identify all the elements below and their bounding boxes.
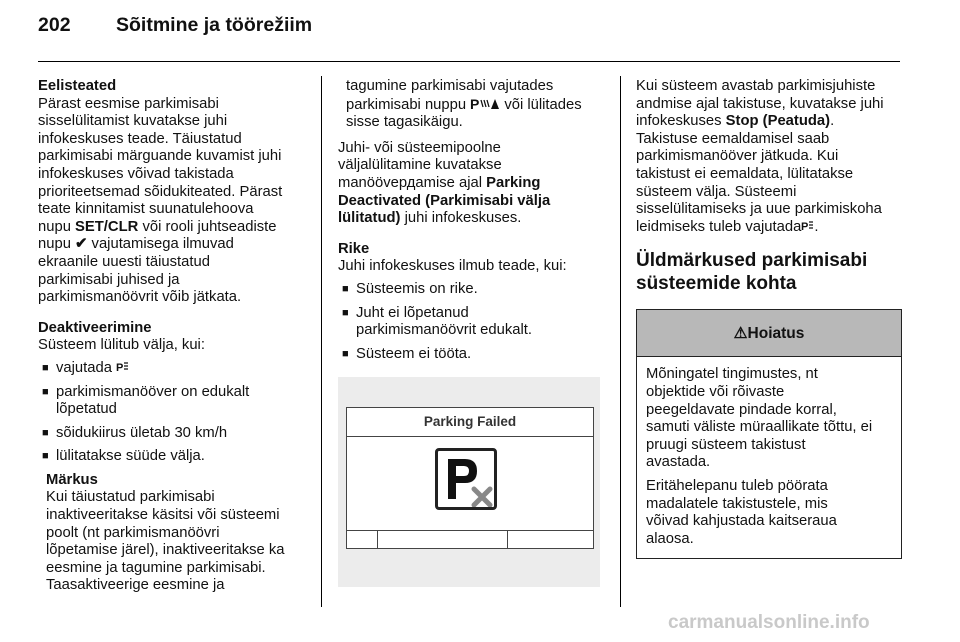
text-line: parkimismanööver jätkuda. Kui xyxy=(636,148,839,165)
text-line xyxy=(338,210,613,228)
text-fragment: leidmiseks tuleb vajutada xyxy=(636,218,802,235)
text-fragment: või rooli juhtseadiste xyxy=(138,218,277,235)
stop-label: Stop (Peatuda) xyxy=(725,113,831,130)
text-fragment: . xyxy=(830,113,835,130)
text-line: lõpetatud xyxy=(56,401,117,418)
header-rule xyxy=(38,61,900,62)
text-fragment: või lülitades xyxy=(500,96,582,113)
list-item: ■ parkimismanööver on edukalt lõpetatud xyxy=(42,383,250,418)
parking-failed-illustration xyxy=(338,377,600,587)
list-item: ■ vajutada P xyxy=(38,360,313,378)
text-line xyxy=(338,193,613,211)
svg-text:P: P xyxy=(470,95,480,111)
text-line: leidmiseks tuleb vajutada P . xyxy=(636,218,819,235)
heading-line: Üldmärkused parkimisabi xyxy=(636,250,868,272)
text-fragment: nupu xyxy=(38,218,76,235)
page-number: 202 xyxy=(38,14,71,36)
text-line: Süsteemis on rike. xyxy=(356,280,478,297)
text-line: peegeldavate pindade korral, xyxy=(646,401,837,418)
heading-eelisteated: Eelisteated xyxy=(38,78,117,94)
column-divider-1 xyxy=(321,76,322,607)
text-line: parkimismanööver on edukalt xyxy=(56,383,250,400)
text-line: Juht ei lõpetanud xyxy=(356,304,469,321)
text-fragment: manöövердamise ajal xyxy=(338,174,487,191)
text-line: Kui täiustatud parkimisabi xyxy=(46,489,215,506)
text-line: ekraanile uuesti täiustatud xyxy=(38,253,210,270)
screen-bottom-bar xyxy=(347,530,593,549)
text-fragment: vajutada xyxy=(56,359,112,376)
text-line: Takistuse eemaldamisel saab xyxy=(636,130,830,147)
text-line: sisselülitamist kuvatakse juhi xyxy=(38,113,228,130)
text-line: samuti väliste müraallikate tõttu, ei xyxy=(646,419,873,436)
list-item: ■ lülitatakse süüde välja. xyxy=(42,448,205,465)
section-heading xyxy=(636,249,902,295)
text-line: prioriteetsemad sõidukiteated. Pärast xyxy=(38,183,283,200)
warning-body xyxy=(637,357,901,558)
text-line: Taasaktiveerige eesmine ja xyxy=(46,577,225,594)
paragraph-deactivation xyxy=(338,140,613,228)
screen-title: Parking Failed xyxy=(347,408,593,437)
text-line: Mõningatel tingimustes, nt xyxy=(646,366,818,383)
paragraph-obstacle xyxy=(636,78,902,236)
text-line: lülitatakse süüde välja. xyxy=(56,448,205,465)
heading-rike: Rike xyxy=(338,240,370,257)
parking-deactivated-label: lülitatud) xyxy=(338,210,401,227)
text-line: pruugi süsteem takistust xyxy=(646,436,806,453)
park-assist-icon xyxy=(801,219,814,232)
text-line: poolt (nt parkimismanöövri xyxy=(46,524,220,541)
text-line: objektide või rõivaste xyxy=(646,383,785,400)
text-line: sisselülitamiseks ja uue parkimiskoha xyxy=(636,201,882,218)
text-line: andmise ajal takistuse, kuvatakse juhi xyxy=(636,95,884,112)
text-line: väljalülitamine kuvatakse xyxy=(338,157,502,174)
text-line xyxy=(38,236,313,254)
text-line: avastada. xyxy=(646,454,711,471)
svg-text:P: P xyxy=(801,220,809,232)
text-line xyxy=(338,175,613,193)
text-fragment: vajutamisega ilmuvad xyxy=(87,236,234,253)
text-line: sisse tagasikäigu. xyxy=(346,114,463,131)
list-item: ■ Juht ei lõpetanud parkimismanöövrit edukalt. xyxy=(342,304,532,339)
text-fragment: parkimisabi nuppu xyxy=(346,96,471,113)
fault-intro: Juhi infokeskuses ilmub teade, kui: xyxy=(338,258,567,275)
text-line: Süsteem ei tööta. xyxy=(356,345,472,362)
text-line: takistust ei eemaldata, lülitatakse xyxy=(636,165,854,182)
text-line: madalatele takistustele, mis xyxy=(646,495,828,512)
text-line: parkimisabi märguande kuvamist juhi xyxy=(38,148,282,165)
text-line xyxy=(346,96,613,115)
warning-box xyxy=(636,309,902,559)
text-line: infokeskuses teade. Täiustatud xyxy=(38,130,242,147)
text-line: eesmine ja tagumine parkimisabi. xyxy=(46,559,266,576)
warning-header xyxy=(637,310,901,357)
text-line: parkimismanöövrit edukalt. xyxy=(356,322,532,339)
text-line: lõpetamise järel), inaktiveeritakse ka xyxy=(46,542,285,559)
column-divider-2 xyxy=(620,76,621,607)
text-line: alaosa. xyxy=(646,530,694,547)
text-line: Eritähelepanu tuleb pöörata xyxy=(646,477,828,494)
park-assist-icon xyxy=(116,360,129,373)
heading-deaktiveerimine: Deaktiveerimine xyxy=(38,319,152,336)
warning-icon: ⚠ xyxy=(733,324,748,342)
list-item: ■ Süsteem ei tööta. xyxy=(342,345,472,362)
checkmark-icon: ✔ xyxy=(75,236,88,253)
paragraph-eelisteated xyxy=(38,96,313,307)
heading-line: süsteemide kohta xyxy=(636,273,797,295)
column-3 xyxy=(636,78,902,559)
text-fragment: juhi infokeskuses. xyxy=(400,210,522,227)
text-line: Pärast eesmise parkimisabi xyxy=(38,95,219,112)
text-line: Juhi- või süsteemipoolne xyxy=(338,139,501,156)
watermark: carmanualsonline.info xyxy=(668,612,870,633)
deactivation-intro: Süsteem lülitub välja, kui: xyxy=(38,337,205,354)
text-line: sõidukiirus ületab 30 km/h xyxy=(56,424,228,441)
info-display-screen xyxy=(346,407,594,549)
text-line: Kui süsteem avastab parkimisjuhiste xyxy=(636,78,876,94)
parking-deactivated-label: Parking xyxy=(486,174,541,191)
text-line: parkimisabi juhised ja xyxy=(38,271,180,288)
text-line: tagumine parkimisabi vajutades xyxy=(346,78,554,94)
column-1 xyxy=(38,78,313,595)
warning-title: Hoiatus xyxy=(747,324,805,342)
text-line: teate kinnitamist suunatulehoova xyxy=(38,201,254,218)
chapter-title: Sõitmine ja töörežiim xyxy=(116,14,313,36)
text-fragment: nupu xyxy=(38,236,76,253)
note-block xyxy=(38,472,313,595)
text-fragment: infokeskuses xyxy=(636,113,726,130)
parking-failed-icon xyxy=(435,448,497,510)
list-item: ■ Süsteemis on rike. xyxy=(342,280,478,297)
text-line: inaktiveeritakse käsitsi või süsteemi xyxy=(46,507,280,524)
text-line: infokeskuses võivad takistada xyxy=(38,165,234,182)
column-2 xyxy=(338,78,613,369)
text-line: võivad kahjustada kaitseraua xyxy=(646,513,837,530)
note-heading: Märkus xyxy=(46,471,98,488)
parking-deactivated-label: Deactivated (Parkimisabi välja xyxy=(338,192,551,209)
list-item: ■ sõidukiirus ületab 30 km/h xyxy=(42,424,228,441)
note-continuation xyxy=(338,78,613,132)
text-line xyxy=(38,219,313,237)
text-line: süsteem välja. Süsteemi xyxy=(636,183,797,200)
parking-assist-button-icon xyxy=(470,96,500,111)
text-line xyxy=(636,113,902,131)
page-header xyxy=(38,14,312,37)
text-line: parkimismanöövrit võib jätkata. xyxy=(38,289,242,306)
svg-text:P: P xyxy=(116,361,124,373)
set-clr-label: SET/CLR xyxy=(75,218,139,235)
